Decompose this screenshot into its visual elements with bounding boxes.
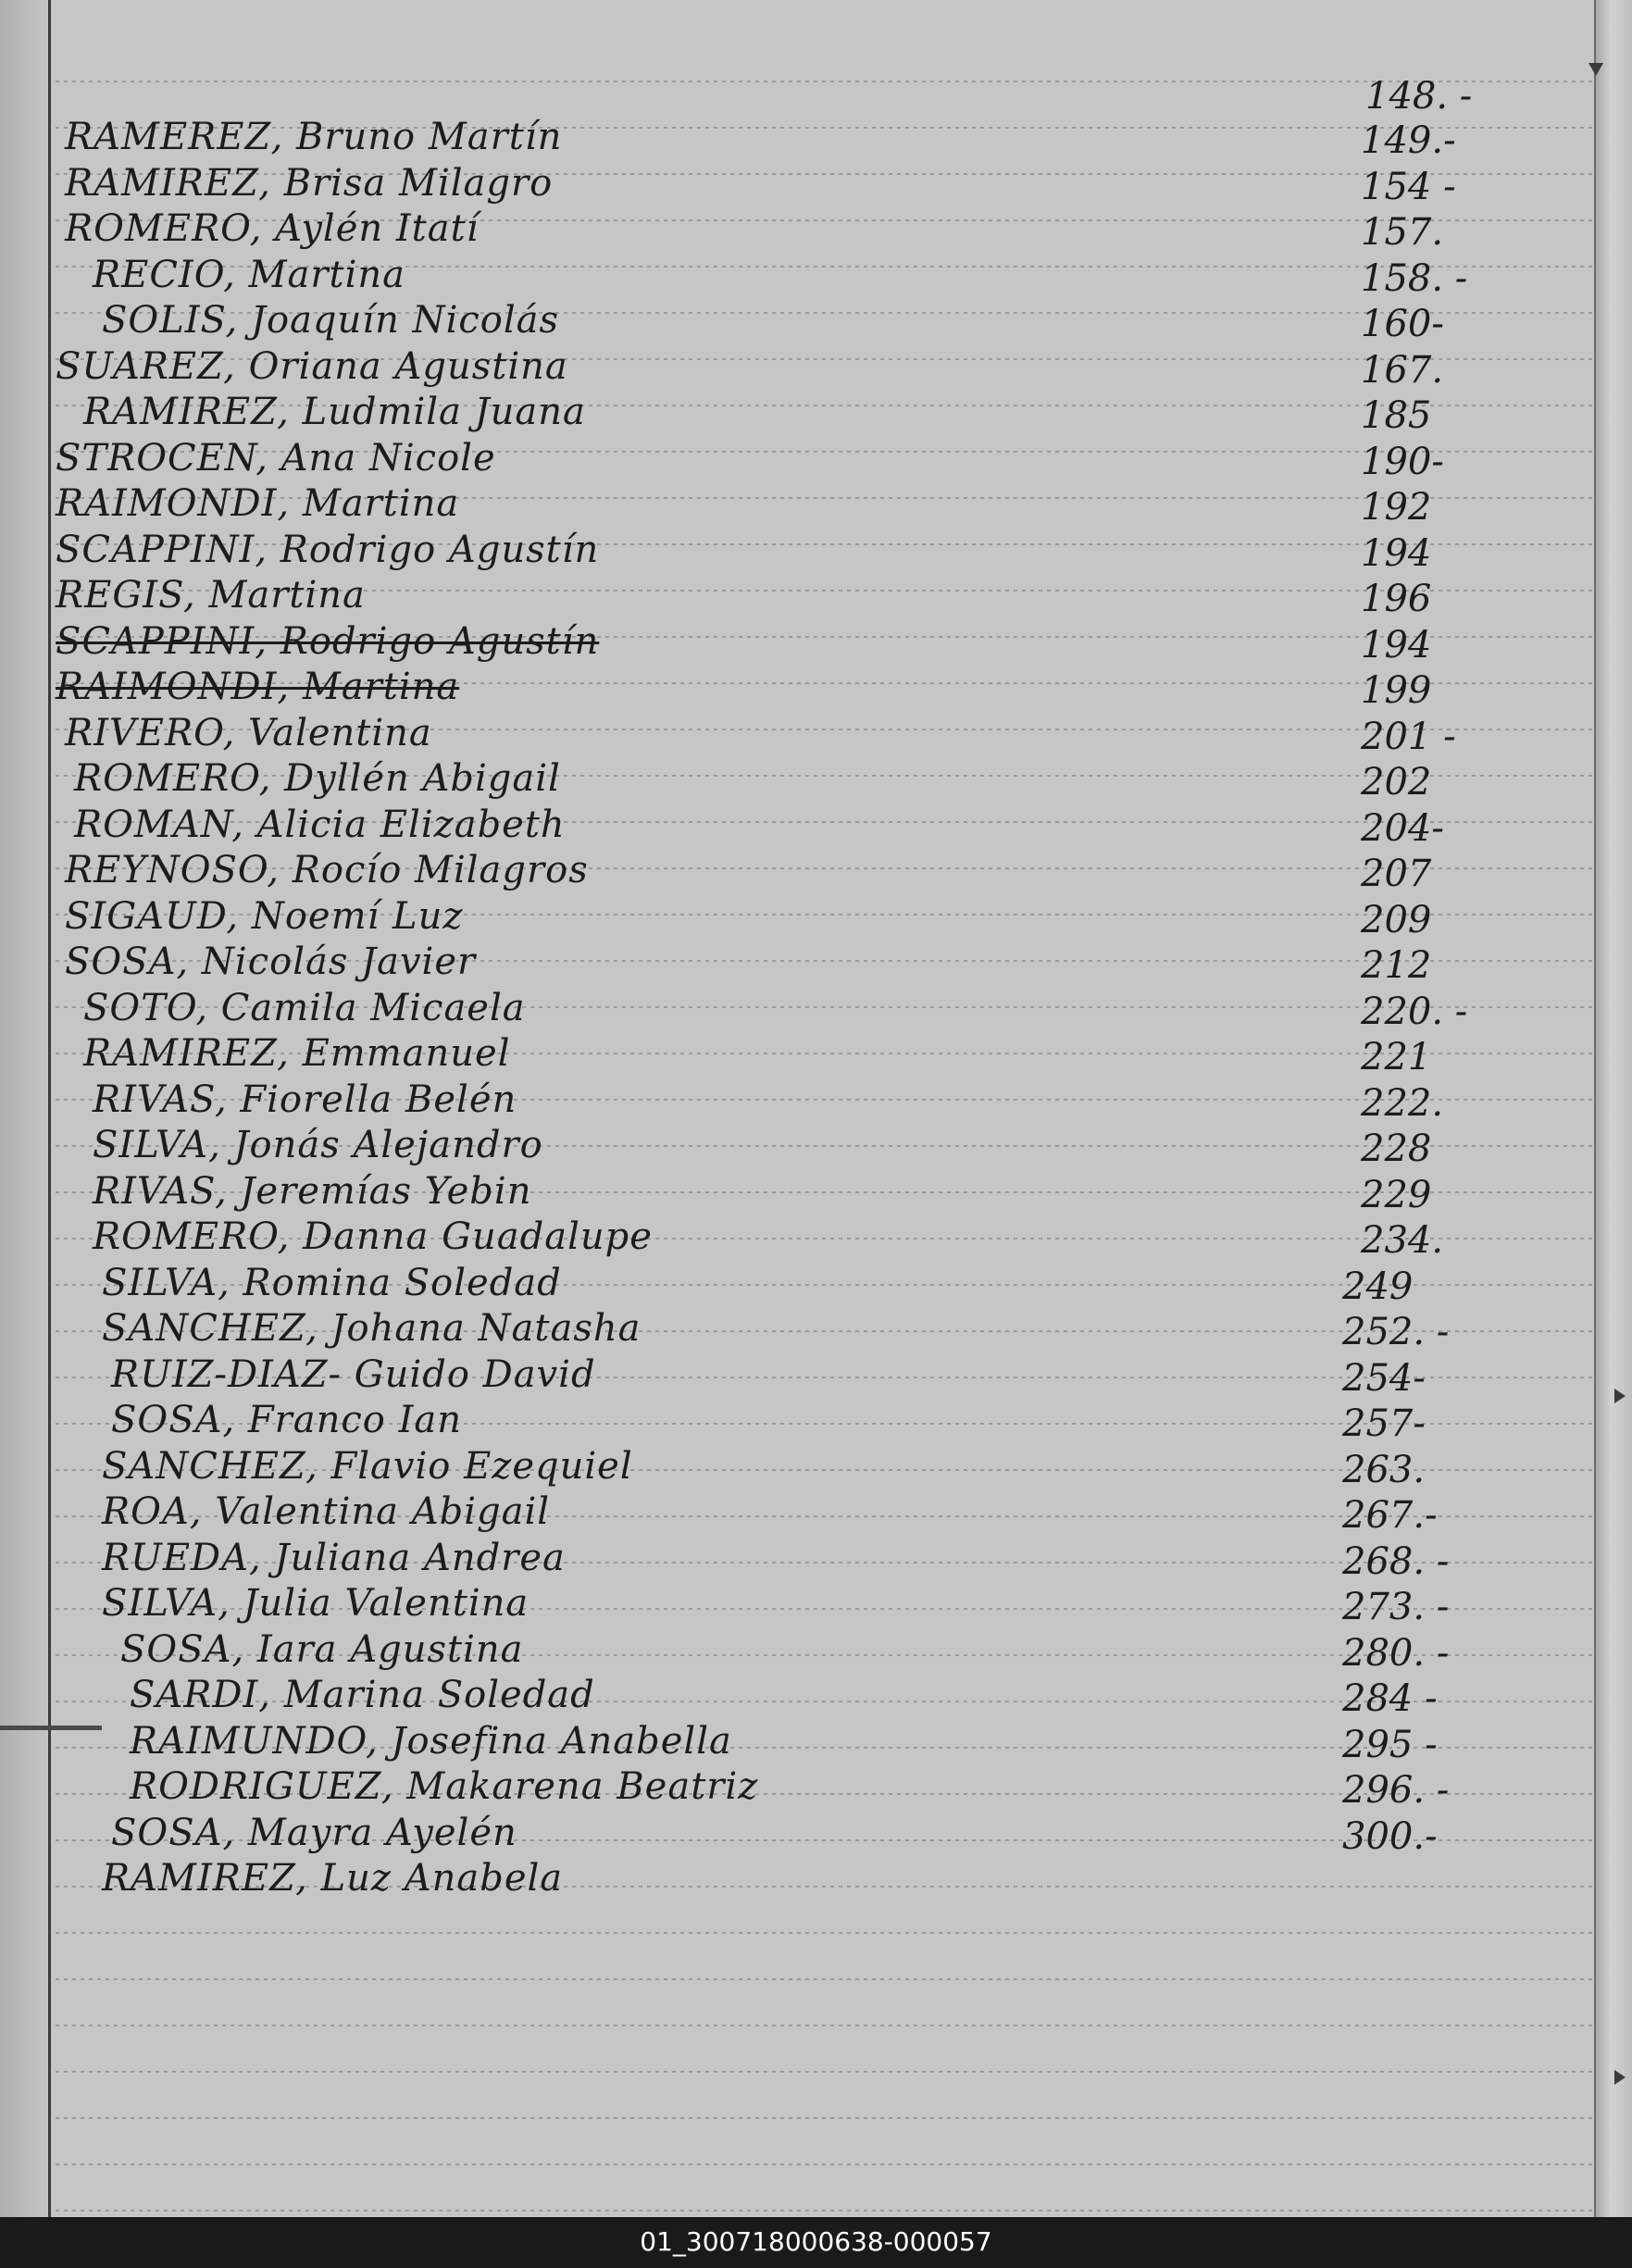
entry-number: 296. -	[1342, 1769, 1450, 1812]
entry-name: RAIMONDI, Martina	[56, 482, 460, 525]
entry-name: RUEDA, Juliana Andrea	[102, 1536, 566, 1579]
entry-name: RAMIREZ, Ludmila Juana	[83, 391, 586, 433]
entry-name: ROMERO, Dyllén Abigail	[74, 757, 561, 800]
entry-name: RIVAS, Fiorella Belén	[93, 1078, 517, 1121]
entry-number: 194	[1361, 623, 1432, 667]
entry-number: 249	[1342, 1265, 1414, 1308]
entry-name: STROCEN, Ana Nicole	[56, 436, 496, 480]
entry-number: 295 -	[1342, 1723, 1438, 1766]
entry-name: RAMIREZ, Brisa Milagro	[65, 161, 554, 205]
entry-number: 229	[1361, 1173, 1432, 1216]
entry-number: 252. -	[1342, 1311, 1450, 1353]
entry-number: 160-	[1361, 303, 1444, 345]
entry-name: RAIMONDI, Martina	[56, 666, 460, 708]
entry-name: RAIMUNDO, Josefina Anabella	[130, 1719, 732, 1763]
entry-name: RIVAS, Jeremías Yebin	[93, 1169, 532, 1213]
entry-number: 257-	[1342, 1402, 1426, 1445]
entry-name: SOSA, Nicolás Javier	[65, 941, 477, 983]
entry-number: 190-	[1361, 440, 1444, 483]
entry-name: ROMERO, Aylén Itatí	[65, 207, 480, 250]
entry-name: SOSA, Franco Ian	[111, 1399, 463, 1441]
entry-name: RIVERO, Valentina	[65, 711, 432, 754]
entry-name: RAMIREZ, Luz Anabela	[102, 1857, 564, 1900]
entry-name: SANCHEZ, Johana Natasha	[102, 1307, 642, 1350]
entry-number: 194	[1361, 531, 1432, 575]
entry-number: 167.	[1361, 348, 1444, 392]
entry-name: SUAREZ, Oriana Agustina	[56, 344, 568, 388]
entry-name: SILVA, Julia Valentina	[102, 1582, 529, 1625]
entry-number: 149.-	[1361, 119, 1456, 162]
entry-name: SOSA, Mayra Ayelén	[111, 1811, 517, 1854]
entry-name: RAMEREZ, Bruno Martín	[65, 116, 563, 158]
entry-number: 221	[1361, 1036, 1432, 1078]
entry-number: 254-	[1342, 1356, 1426, 1400]
entry-name: SCAPPINI, Rodrigo Agustín	[56, 619, 600, 663]
entry-name: ROA, Valentina Abigail	[102, 1490, 551, 1533]
entry-name: RECIO, Martina	[93, 253, 406, 296]
entry-name: SILVA, Romina Soledad	[102, 1261, 562, 1304]
entry-name: ROMERO, Danna Guadalupe	[93, 1215, 653, 1258]
page-edge	[1594, 0, 1632, 2217]
entry-number: 154 -	[1361, 165, 1456, 208]
entry-number: 300.-	[1342, 1814, 1438, 1858]
entry-number: 267.-	[1342, 1494, 1438, 1537]
entry-number-top: 148. -	[1365, 75, 1473, 118]
entry-number: 204-	[1361, 806, 1444, 850]
entry-number: 158. -	[1361, 256, 1468, 300]
entry-number: 207	[1361, 853, 1432, 895]
entry-number: 284 -	[1342, 1677, 1438, 1720]
entry-name: RAMIREZ, Emmanuel	[83, 1032, 511, 1075]
entry-name: SANCHEZ, Flavio Ezequiel	[102, 1444, 633, 1488]
entry-number: 220. -	[1361, 990, 1468, 1033]
document-id-label: 01_300718000638-000057	[640, 2226, 992, 2257]
entry-name: REGIS, Martina	[56, 574, 366, 617]
entry-number: 268. -	[1342, 1539, 1450, 1583]
entry-number: 185	[1361, 394, 1432, 437]
entry-number: 212	[1361, 944, 1432, 987]
entry-name: ROMAN, Alicia Elizabeth	[74, 803, 566, 846]
entry-number: 192	[1361, 486, 1432, 529]
entry-number: 199	[1361, 669, 1432, 712]
entry-number: 157.	[1361, 211, 1444, 254]
entry-number: 209	[1361, 898, 1432, 941]
entry-number: 201 -	[1361, 715, 1456, 758]
entry-number: 202	[1361, 761, 1432, 804]
scan-footer	[0, 2217, 1632, 2268]
edge-arrow-mark	[1614, 1389, 1626, 1403]
entry-name: SCAPPINI, Rodrigo Agustín	[56, 528, 600, 571]
entry-name: SARDI, Marina Soledad	[130, 1674, 595, 1716]
entry-name: SOTO, Camila Micaela	[83, 986, 526, 1029]
entry-name: SILVA, Jonás Alejandro	[93, 1124, 543, 1166]
edge-arrow-mark	[1614, 2070, 1626, 2085]
entry-number: 228	[1361, 1128, 1432, 1170]
entry-name: REYNOSO, Rocío Milagros	[65, 849, 589, 891]
entry-number: 234.	[1361, 1219, 1444, 1262]
entry-number: 273. -	[1342, 1586, 1450, 1628]
entry-name: RODRIGUEZ, Makarena Beatriz	[130, 1765, 759, 1808]
entry-number: 222.	[1361, 1081, 1444, 1125]
entry-number: 263.	[1342, 1448, 1426, 1491]
entry-number: 280. -	[1342, 1631, 1450, 1675]
entry-number: 196	[1361, 578, 1432, 620]
entry-name: SOSA, Iara Agustina	[120, 1627, 524, 1671]
entry-name: SOLIS, Joaquín Nicolás	[102, 299, 560, 342]
entry-name: SIGAUD, Noemí Luz	[65, 894, 464, 938]
entry-name: RUIZ-DIAZ- Guido David	[111, 1352, 596, 1396]
